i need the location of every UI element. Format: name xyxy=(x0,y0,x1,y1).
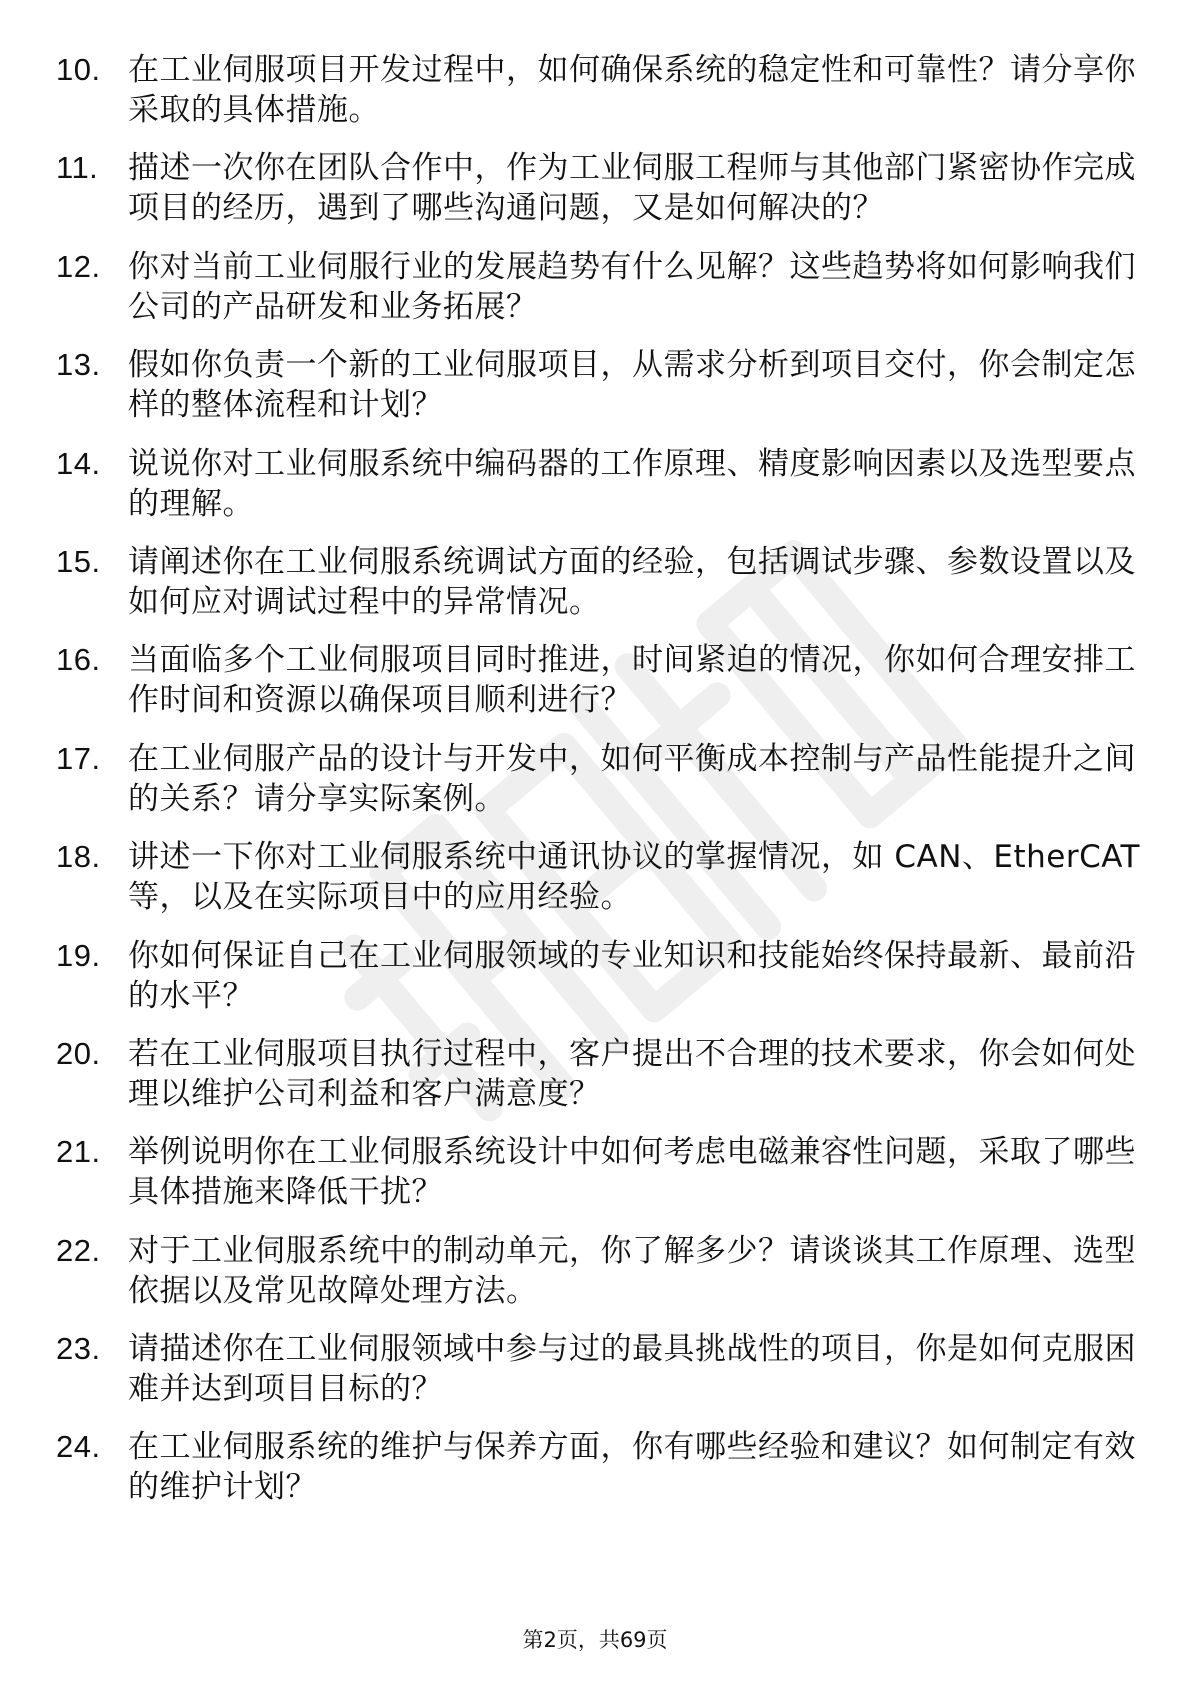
question-item xyxy=(56,1427,1146,1507)
question-number: 23. xyxy=(56,1331,101,1367)
question-item xyxy=(56,1132,1146,1212)
page-number-footer: 第2页，共69页 xyxy=(522,1628,668,1652)
question-number: 18. xyxy=(56,839,101,875)
question-number: 14. xyxy=(56,445,101,481)
question-text: 请阐述你在工业伺服系统调试方面的经验，包括调试步骤、参数设置以及如何应对调试过程中的异常情况。 xyxy=(128,543,1136,620)
question-text: 在工业伺服产品的设计与开发中，如何平衡成本控制与产品性能提升之间的关系？请分享实际案例。 xyxy=(128,740,1136,817)
question-item xyxy=(56,640,1146,720)
question-text: 请描述你在工业伺服领域中参与过的最具挑战性的项目，你是如何克服困难并达到项目目标的？ xyxy=(128,1331,1136,1408)
question-text: 描述一次你在团队合作中，作为工业伺服工程师与其他部门紧密协作完成项目的经历，遇到了哪些沟通问题，又是如何解决的？ xyxy=(128,150,1136,227)
question-number: 21. xyxy=(56,1134,101,1170)
question-item xyxy=(56,837,1146,917)
question-number: 12. xyxy=(56,248,101,284)
question-text: 举例说明你在工业伺服系统设计中如何考虑电磁兼容性问题，采取了哪些具体措施来降低干扰？ xyxy=(128,1134,1136,1211)
question-text: 当面临多个工业伺服项目同时推进，时间紧迫的情况，你如何合理安排工作时间和资源以确保项目顺利进行？ xyxy=(128,642,1136,719)
question-item xyxy=(56,50,1146,130)
question-number: 17. xyxy=(56,740,101,776)
question-number: 24. xyxy=(56,1429,101,1465)
question-text: 假如你负责一个新的工业伺服项目，从需求分析到项目交付，你会制定怎样的整体流程和计划？ xyxy=(128,347,1136,424)
question-text: 你如何保证自己在工业伺服领域的专业知识和技能始终保持最新、最前沿的水平？ xyxy=(128,937,1136,1014)
question-text: 在工业伺服项目开发过程中，如何确保系统的稳定性和可靠性？请分享你采取的具体措施。 xyxy=(128,52,1136,128)
question-number: 11. xyxy=(56,150,99,186)
question-number: 20. xyxy=(56,1035,101,1071)
question-text: 你对当前工业伺服行业的发展趋势有什么见解？这些趋势将如何影响我们公司的产品研发和业务拓展？ xyxy=(128,248,1136,325)
question-item xyxy=(56,542,1146,622)
question-item xyxy=(56,345,1146,425)
question-item xyxy=(56,1034,1146,1114)
question-item xyxy=(56,739,1146,819)
question-text: 说说你对工业伺服系统中编码器的工作原理、精度影响因素以及选型要点的理解。 xyxy=(128,445,1136,522)
question-number: 16. xyxy=(56,642,101,678)
question-item xyxy=(56,1231,1146,1311)
question-number: 13. xyxy=(56,347,101,383)
question-list xyxy=(56,50,1146,1526)
question-text: 对于工业伺服系统中的制动单元，你了解多少？请谈谈其工作原理、选型依据以及常见故障处理方法。 xyxy=(128,1232,1136,1309)
question-item xyxy=(56,247,1146,327)
question-text: 若在工业伺服项目执行过程中，客户提出不合理的技术要求，你会如何处理以维护公司利益和客户满意度？ xyxy=(128,1035,1136,1112)
question-item xyxy=(56,148,1146,228)
question-item xyxy=(56,1329,1146,1409)
question-number: 15. xyxy=(56,543,101,579)
question-number: 22. xyxy=(56,1232,101,1268)
question-item xyxy=(56,444,1146,524)
question-number: 19. xyxy=(56,937,101,973)
question-text: 讲述一下你对工业伺服系统中通讯协议的掌握情况，如 CAN、EtherCAT 等，以及在实际项目中的应用经验。 xyxy=(128,839,1140,916)
question-number: 10. xyxy=(56,52,101,87)
question-item xyxy=(56,936,1146,1016)
question-text: 在工业伺服系统的维护与保养方面，你有哪些经验和建议？如何制定有效的维护计划？ xyxy=(128,1429,1136,1506)
